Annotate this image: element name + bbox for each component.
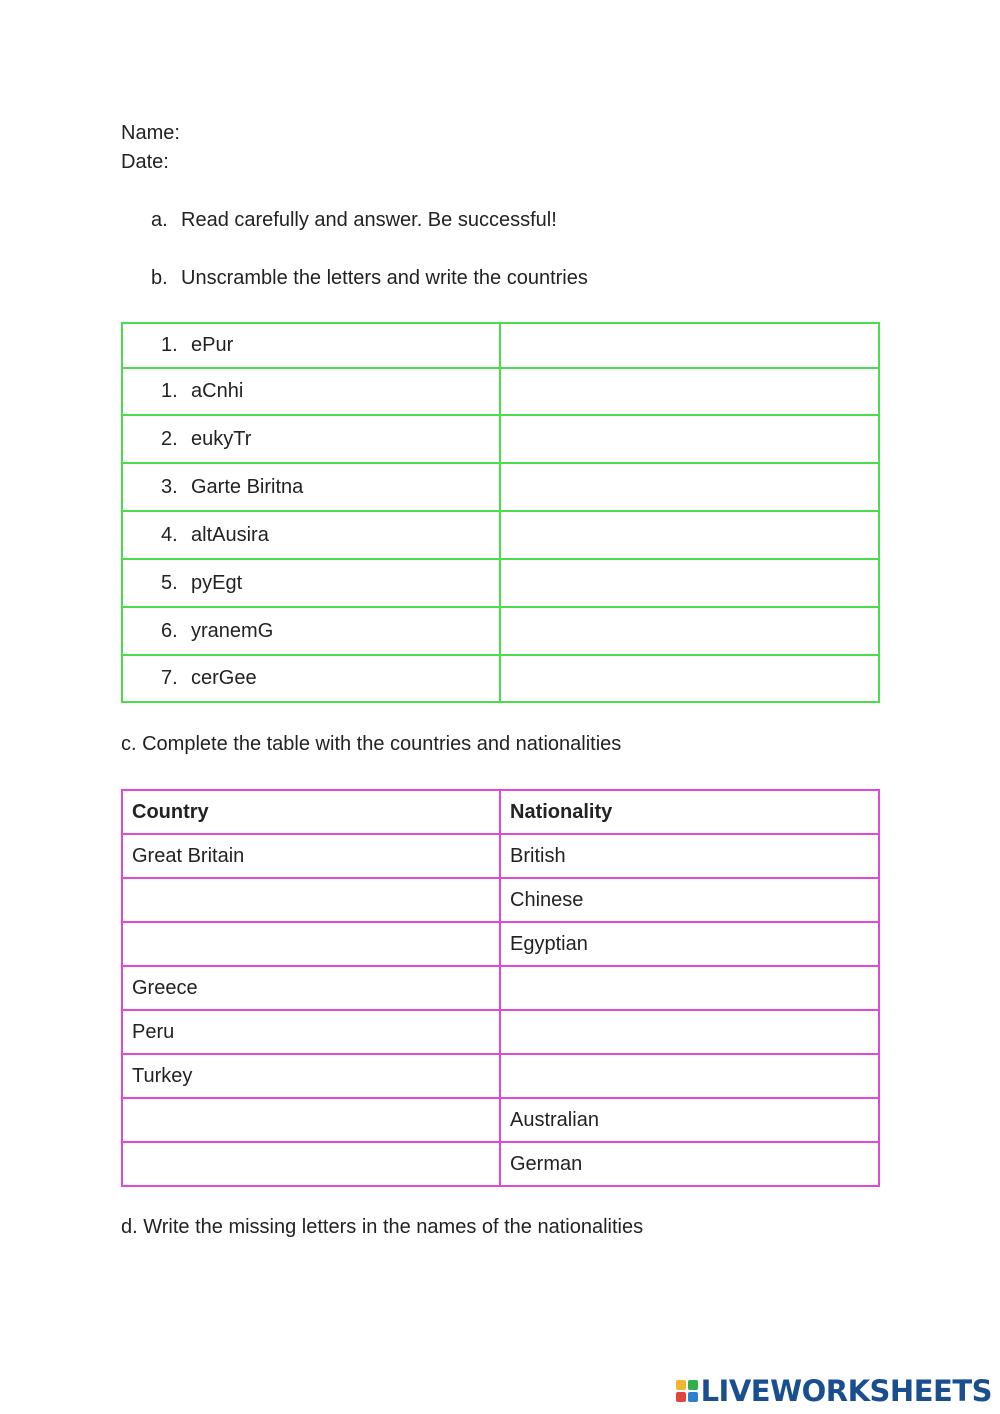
table-row xyxy=(122,655,879,702)
country-cell[interactable] xyxy=(122,1098,500,1142)
answer-cell[interactable] xyxy=(500,323,879,368)
instruction-a-text: Read carefully and answer. Be successful! xyxy=(181,209,557,231)
nationality-cell[interactable]: Egyptian xyxy=(500,922,879,966)
section-d-heading: d. Write the missing letters in the names of the nationalities xyxy=(121,1216,644,1238)
table-row xyxy=(122,368,879,415)
liveworksheets-brand xyxy=(676,1374,992,1408)
nationality-cell[interactable] xyxy=(500,966,879,1010)
table-row xyxy=(122,1098,879,1142)
column-header-nationality: Nationality xyxy=(500,790,879,834)
scrambled-word-cell: 1. ePur xyxy=(122,323,500,368)
nationality-cell[interactable]: British xyxy=(500,834,879,878)
column-header-country: Country xyxy=(122,790,500,834)
answer-cell[interactable] xyxy=(500,463,879,511)
instruction-b xyxy=(151,266,588,290)
table-row xyxy=(122,511,879,559)
table-row xyxy=(122,463,879,511)
table-row xyxy=(122,878,879,922)
table-row xyxy=(122,1054,879,1098)
table-row xyxy=(122,834,879,878)
section-c-heading: c. Complete the table with the countries and nationalities xyxy=(121,733,622,755)
instruction-b-text: Unscramble the letters and write the countries xyxy=(181,267,588,289)
scrambled-word-cell: 6. yranemG xyxy=(122,607,500,655)
scrambled-word-cell: 5. pyEgt xyxy=(122,559,500,607)
table-row xyxy=(122,1010,879,1054)
table-row xyxy=(122,922,879,966)
scrambled-word-cell: 4. altAusira xyxy=(122,511,500,559)
date-label: Date: xyxy=(121,151,169,173)
answer-cell[interactable] xyxy=(500,607,879,655)
answer-cell[interactable] xyxy=(500,368,879,415)
country-cell[interactable] xyxy=(122,878,500,922)
scrambled-word-cell: 2. eukyTr xyxy=(122,415,500,463)
name-label: Name: xyxy=(121,122,180,144)
scrambled-word-cell: 3. Garte Biritna xyxy=(122,463,500,511)
nationality-cell[interactable]: Australian xyxy=(500,1098,879,1142)
nationality-table xyxy=(121,789,880,1187)
answer-cell[interactable] xyxy=(500,559,879,607)
country-cell[interactable] xyxy=(122,1142,500,1186)
answer-cell[interactable] xyxy=(500,655,879,702)
instruction-a-marker: a. xyxy=(151,209,168,231)
country-cell[interactable]: Turkey xyxy=(122,1054,500,1098)
answer-cell[interactable] xyxy=(500,511,879,559)
nationality-cell[interactable]: German xyxy=(500,1142,879,1186)
brand-name: LIVEWORKSHEETS xyxy=(700,1374,992,1408)
table-row xyxy=(122,966,879,1010)
table-row xyxy=(122,559,879,607)
liveworksheets-logo-icon xyxy=(676,1380,698,1402)
table-row xyxy=(122,415,879,463)
table-row xyxy=(122,1142,879,1186)
country-cell[interactable] xyxy=(122,922,500,966)
country-cell[interactable]: Peru xyxy=(122,1010,500,1054)
nationality-cell[interactable]: Chinese xyxy=(500,878,879,922)
country-cell[interactable]: Great Britain xyxy=(122,834,500,878)
table-row xyxy=(122,323,879,368)
country-cell[interactable]: Greece xyxy=(122,966,500,1010)
nationality-cell[interactable] xyxy=(500,1054,879,1098)
scrambled-word-cell: 7. cerGee xyxy=(122,655,500,702)
instruction-b-marker: b. xyxy=(151,267,168,289)
table-row xyxy=(122,607,879,655)
answer-cell[interactable] xyxy=(500,415,879,463)
nationality-cell[interactable] xyxy=(500,1010,879,1054)
table-header-row xyxy=(122,790,879,834)
instruction-a xyxy=(151,208,557,232)
scrambled-word-cell: 1. aCnhi xyxy=(122,368,500,415)
unscramble-table xyxy=(121,322,880,703)
